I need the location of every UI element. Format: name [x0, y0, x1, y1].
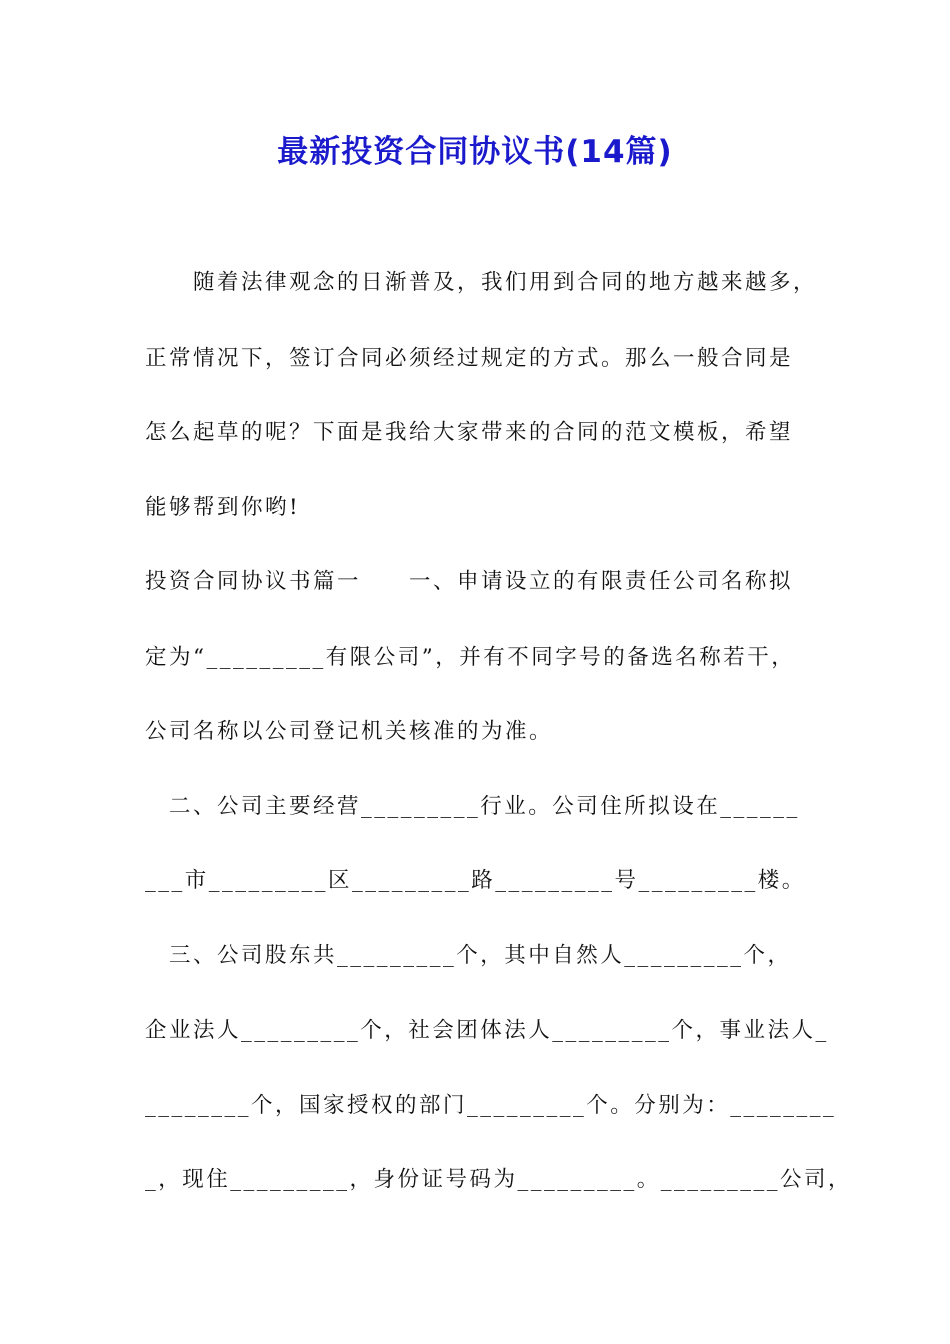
paragraph-line: 投资合同协议书篇一 一、申请设立的有限责任公司名称拟	[145, 569, 794, 594]
paragraph-line: ___市_________区_________路_________号_________楼。	[145, 868, 806, 893]
paragraph-line: ________个，国家授权的部门_________个。分别为：________	[145, 1093, 837, 1118]
paragraph-line: 能够帮到你哟!	[145, 495, 301, 520]
document-title: 最新投资合同协议书(14篇)	[277, 134, 673, 170]
paragraph-line: 怎么起草的呢？下面是我给大家带来的合同的范文模板，希望	[145, 420, 794, 445]
paragraph-line: 随着法律观念的日渐普及，我们用到合同的地方越来越多，	[145, 270, 818, 295]
paragraph-line: 正常情况下，签订合同必须经过规定的方式。那么一般合同是	[145, 346, 794, 371]
paragraph-line: 三、公司股东共_________个，其中自然人_________个，	[145, 943, 792, 968]
paragraph-line: 二、公司主要经营_________行业。公司住所拟设在______	[145, 794, 800, 819]
paragraph-line: 定为“_________有限公司”，并有不同字号的备选名称若干，	[145, 645, 796, 670]
paragraph-line: 公司名称以公司登记机关核准的为准。	[145, 719, 554, 744]
paragraph-line: _，现住_________，身份证号码为_________。_________公司，	[145, 1167, 853, 1192]
paragraph-line: 企业法人_________个，社会团体法人_________个，事业法人_	[145, 1018, 829, 1043]
